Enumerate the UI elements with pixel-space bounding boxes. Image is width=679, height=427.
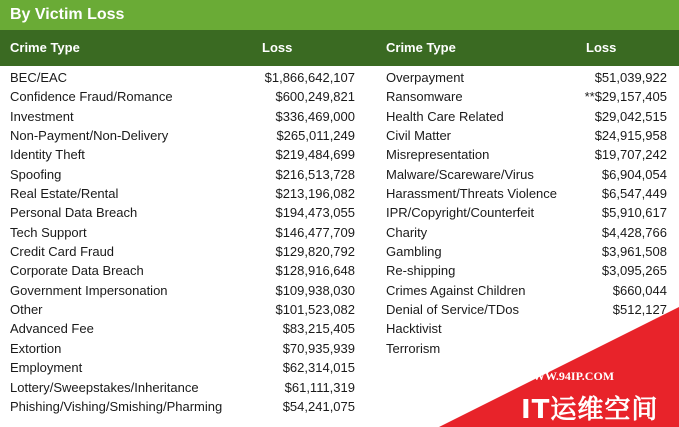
crime-type: Ransomware: [386, 89, 463, 105]
table-row: [10, 281, 355, 300]
table-row: [386, 281, 667, 300]
crime-type: Credit Card Fraud: [10, 244, 115, 260]
loss-amount: $6,904,054: [601, 166, 667, 182]
table-row: [10, 165, 355, 184]
table-row: [10, 397, 355, 416]
table-row: [10, 358, 355, 377]
loss-amount: $146,477,709: [275, 224, 355, 240]
loss-amount: $129,820,792: [275, 244, 355, 260]
crime-type: Overpayment: [386, 70, 465, 85]
crime-type: Harassment/Threats Violence: [386, 186, 558, 202]
loss-amount: $24,915,958: [594, 128, 667, 144]
crime-type: Charity: [386, 224, 428, 240]
table-row: [10, 87, 355, 106]
table-row: [386, 126, 667, 145]
header-crime-type-left: Crime Type: [10, 40, 80, 55]
crime-type: Personal Data Breach: [10, 205, 138, 221]
crime-type: Other: [10, 302, 43, 318]
loss-amount: $265,011,249: [276, 128, 355, 144]
crime-type: Confidence Fraud/Romance: [10, 89, 173, 105]
table-row: [10, 261, 355, 280]
crime-type: Identity Theft: [10, 147, 85, 163]
crime-type: Advanced Fee: [10, 321, 94, 337]
crime-type: Malware/Scareware/Virus: [386, 166, 534, 182]
loss-amount: $51,039,922: [594, 70, 667, 85]
loss-amount: $5,910,617: [601, 205, 667, 221]
table-row: [10, 203, 355, 222]
table-row: [386, 87, 667, 106]
header-loss-right: Loss: [586, 40, 617, 55]
crime-type: BEC/EAC: [10, 70, 68, 85]
table-row: [386, 107, 667, 126]
crime-type: Tech Support: [10, 224, 87, 240]
loss-amount: $62,314,015: [282, 360, 355, 376]
loss-amount: $3,961,508: [601, 244, 667, 260]
table-row: [10, 339, 355, 358]
loss-amount: $213,196,082: [275, 186, 355, 202]
loss-amount: $70,935,939: [282, 340, 355, 356]
crime-type: Re-shipping: [386, 263, 456, 279]
header-crime-type-right: Crime Type: [386, 40, 456, 55]
crime-type: Misrepresentation: [386, 147, 490, 163]
loss-amount: $29,042,515: [594, 108, 667, 124]
crime-type: Government Impersonation: [10, 282, 168, 298]
table-row: [386, 261, 667, 280]
loss-amount: $83,215,405: [282, 321, 355, 337]
left-column-rows: [10, 68, 355, 416]
crime-type: Civil Matter: [386, 128, 452, 144]
loss-amount: $600,249,821: [275, 89, 355, 105]
crime-type: Employment: [10, 360, 83, 376]
loss-amount: **$29,157,405: [584, 89, 667, 105]
loss-amount: $61,111,319: [284, 379, 355, 395]
crime-type: Non-Payment/Non-Delivery: [10, 128, 169, 144]
table-title: By Victim Loss: [0, 0, 679, 30]
loss-amount: $3,095,265: [601, 263, 667, 279]
table-row: [386, 242, 667, 261]
loss-amount: $194,473,055: [275, 205, 355, 221]
table-row: [10, 242, 355, 261]
crime-type: Health Care Related: [386, 108, 504, 124]
loss-amount: $19,707,242: [594, 147, 667, 163]
table-row: [10, 223, 355, 242]
loss-amount: $101,523,082: [275, 302, 355, 318]
loss-amount: $219,484,699: [275, 147, 355, 163]
table-row: [10, 107, 355, 126]
table-row: [10, 378, 355, 397]
crime-type: Denial of Service/TDos: [386, 302, 519, 318]
table-row: [386, 68, 667, 87]
loss-amount: $54,241,075: [282, 398, 355, 414]
crime-type: Corporate Data Breach: [10, 263, 144, 279]
crime-type: Spoofing: [10, 166, 62, 182]
table-row: [10, 300, 355, 319]
crime-type: Investment: [10, 108, 74, 124]
crime-type: Real Estate/Rental: [10, 186, 119, 202]
loss-amount: $660,044: [612, 282, 667, 298]
table-row: [10, 319, 355, 338]
loss-amount: $4,428,766: [601, 224, 667, 240]
watermark-badge: [439, 307, 679, 427]
table-row: [386, 203, 667, 222]
loss-amount: $512,127: [612, 302, 667, 318]
loss-amount: $216,513,728: [275, 166, 355, 182]
crime-type: Lottery/Sweepstakes/Inheritance: [10, 379, 199, 395]
header-loss-left: Loss: [262, 40, 293, 55]
loss-amount: $6,547,449: [601, 186, 667, 202]
crime-type: Extortion: [10, 340, 62, 356]
table-row: [386, 223, 667, 242]
watermark-brand: IT运维空间: [521, 395, 659, 425]
table-row: [10, 184, 355, 203]
table-row: [386, 165, 667, 184]
loss-amount: $336,469,000: [275, 108, 355, 124]
table-row: [386, 145, 667, 164]
crime-type: Crimes Against Children: [386, 282, 526, 298]
watermark-url: WWW.94IP.COM: [521, 369, 615, 383]
crime-type: Terrorism: [386, 340, 441, 356]
table-row: [10, 126, 355, 145]
loss-amount: $109,938,030: [275, 282, 355, 298]
crime-type: Hacktivist: [386, 321, 442, 337]
crime-type: IPR/Copyright/Counterfeit: [386, 205, 535, 221]
table-header: [0, 30, 679, 66]
table-row: [10, 145, 355, 164]
loss-amount: $128,916,648: [275, 263, 355, 279]
table-row: [10, 68, 355, 87]
crime-type: Gambling: [386, 244, 442, 260]
loss-amount: $1,866,642,107: [264, 70, 355, 85]
crime-type: Phishing/Vishing/Smishing/Pharming: [10, 398, 223, 414]
table-row: [386, 184, 667, 203]
